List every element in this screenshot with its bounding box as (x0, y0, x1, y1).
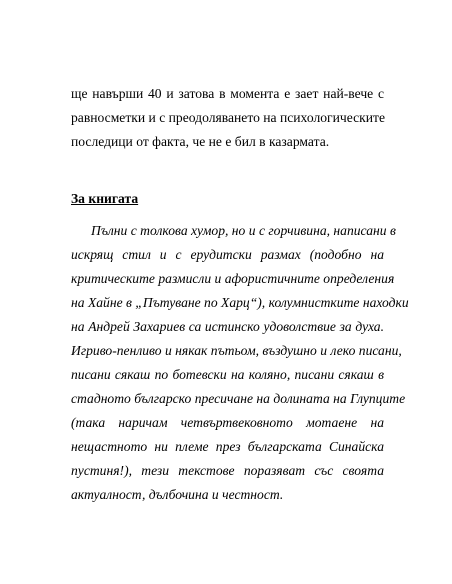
paragraph-2-line: Игриво-пенливо и някак пътьом, въздушно и леко писани, (71, 343, 402, 358)
paragraph-2-line: критическите размисли и афористичните определения (71, 271, 395, 286)
paragraph-2-line: нещастното ни племе през българската Синайска (71, 439, 384, 454)
paragraph-1-line: равносметки и с преодоляването на психологическите (71, 110, 385, 125)
paragraph-2-line: на Хайне в „Пътуване по Харц“), колумнистките находки (71, 295, 409, 310)
paragraph-2-line: актуалност, дълбочина и честност. (71, 487, 284, 502)
paragraph-2-line: Пълни с толкова хумор, но и с горчивина, написани в (91, 223, 396, 238)
paragraph-2-line: писани сякаш по ботевски на коляно, писани сякаш в (71, 367, 384, 382)
paragraph-2-line: пустиня!), тези текстове поразяват със своята (71, 463, 384, 478)
paragraph-1-line: последици от факта, че не е бил в казармата. (71, 134, 330, 149)
paragraph-1-line: ще навърши 40 и затова в момента е зает най-вече с (71, 86, 384, 101)
paragraph-2-line: стадното българско пресичане на долината на Глупците (71, 391, 406, 406)
section-heading: За книгата (71, 191, 139, 206)
paragraph-2-line: искрящ стил и с ерудитски размах (подобно на (71, 247, 384, 262)
paragraph-2-line: (така наричам четвъртвековното мотаене на (71, 415, 384, 430)
paragraph-2-line: на Андрей Захариев са истинско удоволствие за духа. (71, 319, 384, 334)
